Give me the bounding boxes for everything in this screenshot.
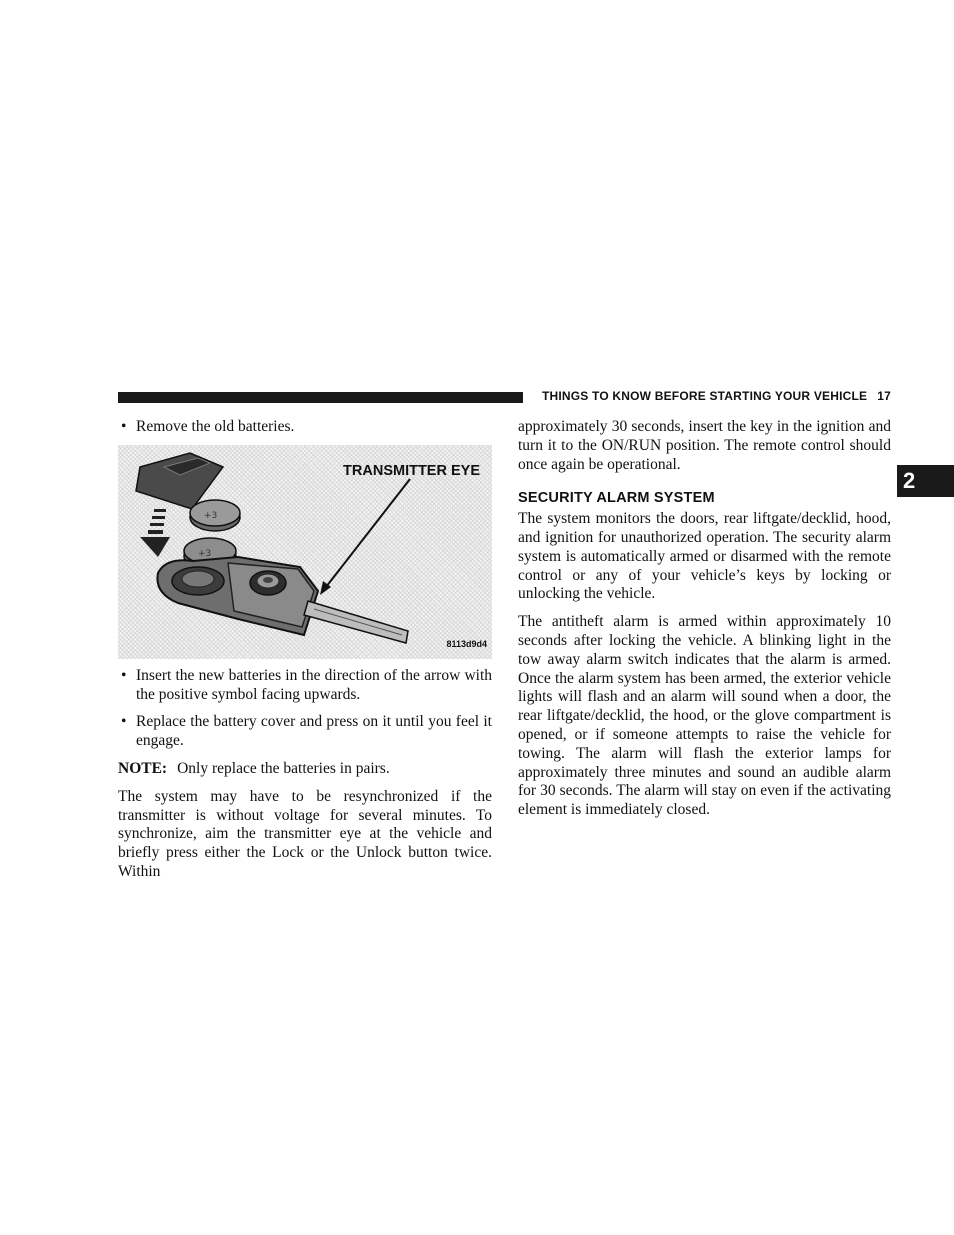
svg-text:+3: +3 bbox=[204, 510, 218, 521]
page-number: 17 bbox=[877, 389, 891, 403]
figure-code: 8113d9d4 bbox=[446, 639, 487, 649]
continued-paragraph: approximately 30 seconds, insert the key in the ignition and turn it to the ON/RUN position. The remote control should once again be operational. bbox=[518, 418, 891, 473]
bullet-text: Insert the new batteries in the direction of the arrow with the positive symbol facing upwards. bbox=[136, 666, 492, 703]
section-heading: SECURITY ALARM SYSTEM bbox=[518, 490, 715, 507]
resync-paragraph: The system may have to be resynchronized if the transmitter is without voltage for several minutes. To synchronize, aim the transmitter eye at the vehicle and briefly press either the Lock or the Unlock button twice. Within bbox=[118, 787, 492, 880]
bullet-text: Remove the old batteries. bbox=[136, 418, 295, 435]
bullet-dot-icon: • bbox=[121, 713, 127, 731]
note-paragraph bbox=[118, 760, 492, 779]
running-header bbox=[533, 389, 891, 403]
header-rule bbox=[118, 392, 523, 403]
note-text: Only replace the batteries in pairs. bbox=[177, 759, 390, 777]
key-fob-battery-figure bbox=[118, 445, 492, 659]
right-column bbox=[518, 418, 891, 820]
bullet-item bbox=[118, 713, 492, 751]
svg-text:+3: +3 bbox=[198, 548, 212, 559]
bullet-item bbox=[118, 418, 492, 437]
header-title: THINGS TO KNOW BEFORE STARTING YOUR VEHICLE bbox=[541, 389, 868, 403]
monitor-paragraph: The system monitors the doors, rear liftgate/decklid, hood, and ignition for unauthorized operation. The security alarm system is automatically armed or disarmed with the remote control or any of your vehicle’s keys by locking or unlocking the vehicle. bbox=[518, 510, 891, 603]
transmitter-eye-label: TRANSMITTER EYE bbox=[343, 462, 480, 479]
bullet-dot-icon: • bbox=[121, 418, 127, 435]
bullet-item bbox=[118, 667, 492, 705]
left-column bbox=[118, 418, 492, 882]
note-label: NOTE: bbox=[118, 759, 168, 777]
chapter-tab: 2 bbox=[897, 465, 954, 497]
antitheft-paragraph: The antitheft alarm is armed within approximately 10 seconds after locking the vehicle. A blinking light in the tow away alarm switch indicates that the alarm is armed. Once the alarm system has been armed, the exterior vehicle lights will flash and an alarm will sound when a door, the rear liftgate/decklid, the hood, or the glove compartment is opened, or if someone attempts to raise the vehicle for towing. The alarm will flash the exterior lamps for approximately three minutes and sound an audible alarm for 30 seconds. The alarm will stay on even if the activating element is immediately closed. bbox=[518, 613, 891, 819]
bullet-dot-icon: • bbox=[121, 666, 127, 684]
bullet-text: Replace the battery cover and press on it until you feel it engage. bbox=[136, 713, 492, 750]
